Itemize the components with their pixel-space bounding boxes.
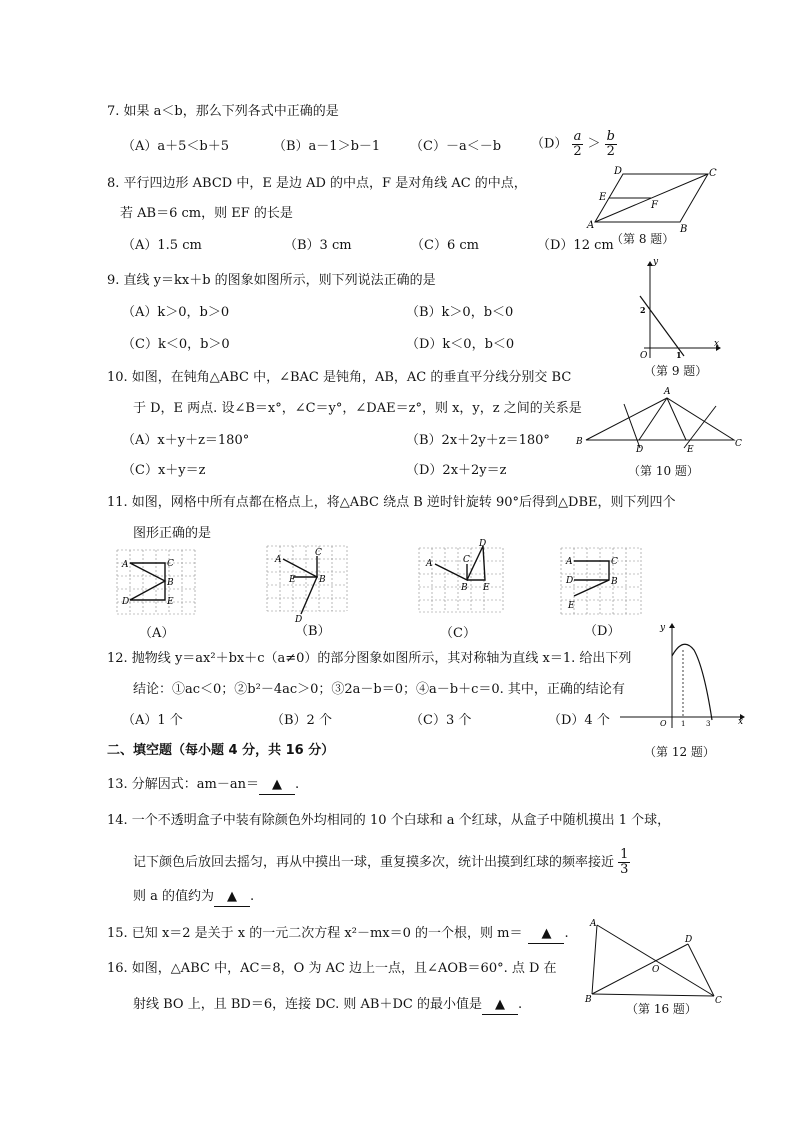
svg-text:E: E [568,601,575,611]
q16-label-a: A [590,919,597,929]
svg-text:A: A [426,559,433,569]
q10-stem-line1: 10. 如图，在钝角△ABC 中，∠BAC 是钝角，AB，AC 的垂直平分线分别交 BC [107,370,572,385]
q13-answer-blank: ▲ [259,776,295,795]
q11-stem-line2: 图形正确的是 [133,526,212,541]
q9-option-d: （D）k＜0，b＜0 [406,337,515,352]
q9-tick-2: 2 [640,305,646,315]
q12-x-label: x [738,717,744,727]
q16-caption: （第 16 题） [626,1002,697,1016]
q16-line2: 射线 BO 上，且 BD＝6，连接 DC. 则 AB＋DC 的最小值是 ▲ . [133,996,522,1015]
q14-fraction: $\frac{1}{3}$ [620,847,629,877]
q12-option-a: （A）1 个 [122,713,183,728]
q12-origin-label: O [660,719,667,728]
q15: 15. 已知 x＝2 是关于 x 的一元二次方程 x²－mx＝0 的一个根，则 m＝ ▲ . [107,925,569,944]
svg-text:D: D [295,615,303,622]
svg-text:C: C [463,555,470,565]
q9-line-graph [628,258,724,362]
q12-option-b: （B）2 个 [271,713,332,728]
q14-answer-blank: ▲ [214,888,250,907]
q15-answer-blank: ▲ [528,925,564,944]
q16-triangle-figure [584,914,728,1006]
q7-option-c: （C）－a＜－b [410,139,502,154]
q7-option-b: （B）a－1＞b－1 [273,139,381,154]
q7-option-d [531,130,617,159]
q10-label-e: E [687,445,694,455]
q10-option-b: （B）2x＋2y＋z＝180° [406,433,550,448]
svg-text:D: D [479,539,487,549]
svg-text:A: A [566,557,573,567]
q8-caption: （第 8 题） [611,232,675,246]
q8-label-c: C [709,168,717,179]
q11-figure-c [417,536,505,616]
svg-text:C: C [315,548,322,558]
q14-line3: 则 a 的值约为 ▲ . [133,888,254,907]
q10-caption: （第 10 题） [628,464,699,478]
q8-label-d: D [614,166,623,177]
q8-option-d: （D）12 cm [537,238,614,253]
q14-line1: 14. 一个不透明盒子中装有除颜色外均相同的 10 个白球和 a 个红球，从盒子中随机摸出 1 个球， [107,813,671,828]
q13: 13. 分解因式：am－an＝ ▲ . [107,776,299,795]
q7-fraction-a: $\frac{a}{2}$ [573,129,582,159]
q16-label-o: O [652,965,660,975]
q12-tick-3: 3 [706,720,711,728]
svg-text:C: C [167,559,174,569]
q9-option-c: （C）k＜0，b＞0 [122,337,230,352]
q9-origin-label: O [640,351,648,361]
q16-line1: 16. 如图，△ABC 中，AC＝8，O 为 AC 边上一点，且∠AOB＝60°. 点 D 在 [107,961,557,976]
svg-text:E: E [289,575,296,585]
q16-label-b: B [585,995,592,1005]
q8-label-f: F [651,200,658,211]
q11-stem-line1: 11. 如图，网格中所有点都在格点上，将△ABC 绕点 B 逆时针旋转 90°后得到△DBE，则下列四个 [107,495,676,510]
svg-text:A: A [122,560,129,570]
q10-stem-line2: 于 D，E 两点. 设∠B＝x°，∠C＝y°，∠DAE＝z°，则 x，y，z 之间的关系是 [133,401,582,416]
svg-text:B: B [319,575,326,585]
q11-option-d: （D） [584,624,621,639]
q14-line2: 记下颜色后放回去摇匀，再从中摸出一球，重复摸多次，统计出摸到红球的频率接近 $\frac{1}{3}$ [133,847,629,877]
q13-text: 13. 分解因式：am－an＝ [107,777,260,792]
q16-answer-blank: ▲ [482,996,518,1015]
q12-stem-line1: 12. 抛物线 y＝ax²＋bx＋c（a≠0）的部分图象如图所示，其对称轴为直线 x＝1. 给出下列 [107,651,632,666]
svg-text:C: C [611,557,618,567]
q10-option-c: （C）x＋y＝z [122,463,206,478]
q16-label-d: D [685,935,693,945]
q8-option-c: （C）6 cm [411,238,479,253]
q15-text: 15. 已知 x＝2 是关于 x 的一元二次方程 x²－mx＝0 的一个根，则 m＝ [107,926,523,941]
q11-figure-a [115,548,197,616]
q10-label-d: D [636,445,644,455]
svg-text:E: E [483,583,490,593]
q10-triangle-figure [574,384,746,464]
q12-parabola-graph [616,620,748,730]
q8-label-a: A [587,220,595,231]
q11-option-a: （A） [139,626,175,641]
q9-option-a: （A）k＞0，b＞0 [122,305,230,320]
q8-parallelogram-figure [585,162,720,234]
section-2-heading: 二、填空题（每小题 4 分，共 16 分） [107,743,335,758]
q10-label-a: A [664,387,671,397]
q8-option-a: （A）1.5 cm [122,238,202,253]
q7-fraction-b: $\frac{b}{2}$ [606,129,615,159]
q7-option-d-op: ＞ [587,136,601,152]
q8-option-b: （B）3 cm [284,238,352,253]
q8-stem-line1: 8. 平行四边形 ABCD 中，E 是边 AD 的中点，F 是对角线 AC 的中点， [107,176,527,191]
q9-y-label: y [653,258,659,267]
q8-label-e: E [599,192,607,203]
q7-stem: 7. 如果 a＜b，那么下列各式中正确的是 [107,104,339,119]
q16-label-c: C [715,996,722,1006]
q9-caption: （第 9 题） [644,364,708,378]
q12-caption: （第 12 题） [644,745,715,759]
q9-tick-1: 1 [676,350,682,360]
q7-option-d-prefix: （D） [531,136,568,152]
q11-option-c: （C） [440,626,476,641]
q10-option-a: （A）x＋y＋z＝180° [122,433,250,448]
q10-option-d: （D）2x＋2y＝z [406,463,507,478]
q10-label-c: C [735,439,742,449]
svg-text:A: A [275,555,282,565]
q9-x-label: x [714,339,720,349]
q12-y-label: y [660,623,666,633]
q12-stem-line2: 结论：①ac＜0；②b²－4ac＞0；③2a－b＝0；④a－b＋c＝0. 其中，正确的结论有 [133,682,625,697]
q11-figure-d [559,546,643,616]
svg-text:D: D [566,576,574,586]
q8-stem-line2: 若 AB＝6 cm，则 EF 的长是 [120,206,293,221]
q9-stem: 9. 直线 y＝kx＋b 的图象如图所示，则下列说法正确的是 [107,273,436,288]
q7-option-a: （A）a＋5＜b＋5 [122,139,230,154]
q9-option-b: （B）k＞0，b＜0 [406,305,514,320]
q8-label-b: B [680,224,688,234]
q11-figure-b [265,544,349,622]
svg-text:B: B [611,577,618,587]
q12-option-d: （D）4 个 [548,713,610,728]
svg-text:D: D [122,597,130,607]
svg-text:E: E [167,597,174,607]
svg-text:B: B [461,583,468,593]
q11-option-b: （B） [295,624,331,639]
q12-option-c: （C）3 个 [410,713,472,728]
svg-text:B: B [167,578,174,588]
q12-tick-1: 1 [681,720,686,728]
q10-label-b: B [576,437,583,447]
